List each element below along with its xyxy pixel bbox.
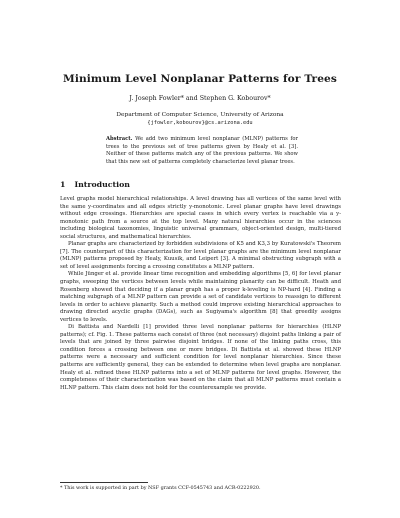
department-line: Department of Computer Science, University of Arizona — [116, 112, 284, 118]
section-heading — [60, 180, 130, 189]
paragraph-3: While Jünger et al. provide linear time recognition and embedding algorithms [5, 6] for level planar graphs, sweeping the vertices between levels while maintaining planarity can be difficult. Heath and Rosenberg showed that deciding if a planar graph has a proper k-leveling is NP-hard [4]. Finding a matching subgraph of a MLNP pattern can provide a set of candidate vertices to reassign to different levels in order to achieve planarity. Such a method could improve existing hierarchical approaches to drawing directed acyclic graphs (DAGs), such as Sugiyama's algorithm [8] that greedily assigns vertices to levels. — [60, 271, 341, 323]
abstract-label: Abstract. — [106, 136, 133, 142]
footnote: * This work is supported in part by NSF grants CCF-0545743 and ACR-0222920. — [60, 485, 261, 491]
section-title: Introduction — [74, 180, 130, 189]
paragraph-4: Di Battista and Nardelli [1] provided three level nonplanar patterns for hierarchies (HLNP patterns); cf. Fig. 1. These patterns each consist of three (not necessary) disjoint paths linking a pair of levels that are joined by three pairwise disjoint bridges. If none of the linking paths cross, this condition forces a crossing between one or more bridges. Di Battista et al. showed these HLNP patterns were a necessary and sufficient condition for level nonplanar hierarchies. Since these patterns are sufficiently general, they can be extended to determine when level graphs are nonplanar. Healy et al. refined these HLNP patterns into a set of MLNP patterns for level graphs. However, the completeness of their characterization was based on the claim that all MLNP patterns must contain a HLNP pattern. This claim does not hold for the counterexample we provide. — [60, 324, 341, 391]
paragraph-2: Planar graphs are characterized by forbidden subdivisions of K5 and K3,3 by Kuratowski's Theorem [7]. The counterpart of this characterization for level planar graphs are the minimum level nonplanar (MLNP) patterns proposed by Healy, Kuusik, and Leipert [3]. A minimal obstructing subgraph with a set of level assignments forcing a crossing constitutes a MLNP pattern. — [60, 241, 341, 270]
paper-authors: J. Joseph Fowler* and Stephen G. Kobourov* — [129, 95, 271, 102]
abstract-text: We add two minimum level nonplanar (MLNP) patterns for trees to the previous set of tree patterns given by Healy et al. [3]. Neither of these patterns match any of the previous patterns. We show that this new set of patterns completely characterize level planar trees. — [106, 136, 298, 165]
section-number: 1 — [60, 180, 66, 189]
paragraph-1: Level graphs model hierarchical relationships. A level drawing has all vertices of the same level with the same y-coordinates and all edges strictly y-monotonic. Level planar graphs have level drawings without edge crossings. Hierarchies are special cases in which every vertex is reachable via a y-monotonic path from a source at the top level. Many natural hierarchies occur in the sciences including biological taxonomies, linguistic universal grammars, object-oriented design, multi-tiered social structures, and mathematical hierarchies. — [60, 196, 341, 240]
author-email: {jfowler,kobourov}@cs.arizona.edu — [147, 120, 253, 126]
abstract — [106, 136, 298, 166]
footnote-rule — [60, 482, 148, 483]
section-body — [60, 196, 341, 392]
paper-affiliation — [40, 111, 360, 127]
paper-title: Minimum Level Nonplanar Patterns for Trees — [63, 73, 337, 85]
